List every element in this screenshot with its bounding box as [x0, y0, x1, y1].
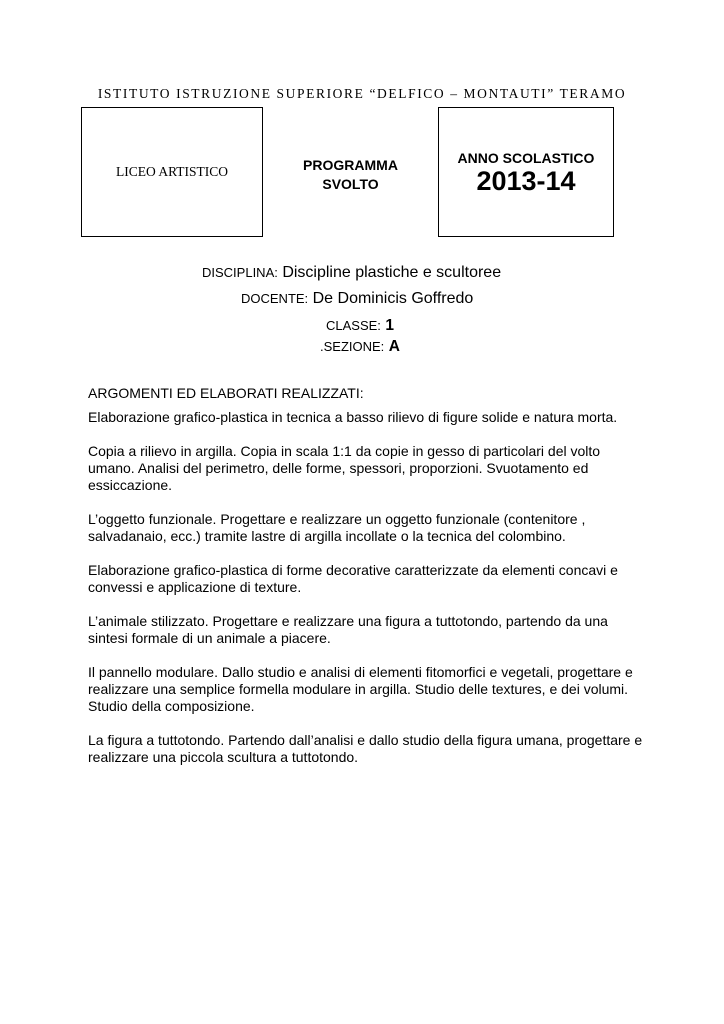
sezione-value: A: [388, 338, 400, 355]
school-year-box: [438, 107, 614, 237]
school-year-value: 2013-14: [476, 166, 576, 196]
program-title-line2: SVOLTO: [322, 176, 379, 192]
classe-row: [326, 317, 394, 335]
section-title: ARGOMENTI ED ELABORATI REALIZZATI:: [88, 385, 364, 401]
docente-label: DOCENTE:: [241, 291, 309, 306]
sezione-row: [320, 338, 400, 356]
disciplina-row: [202, 264, 501, 282]
topic-paragraph: L’oggetto funzionale. Progettare e realizzare un oggetto funzionale (contenitore , salvadanaio, ecc.) tramite lastre di argilla incollate o la tecnica del colombino.: [88, 511, 586, 544]
classe-value: 1: [385, 317, 394, 334]
topics-list: [88, 409, 648, 783]
school-box: [81, 107, 263, 237]
topic-paragraph: L’animale stilizzato. Progettare e realizzare una figura a tuttotondo, partendo da una sintesi formale di un animale a piacere.: [88, 613, 608, 646]
school-year-label: ANNO SCOLASTICO: [457, 150, 595, 166]
topic-paragraph: La figura a tuttotondo. Partendo dall’analisi e dallo studio della figura umana, progettare e realizzare una piccola scultura a tuttotondo.: [88, 732, 643, 765]
docente-row: [241, 290, 473, 308]
sezione-label: .SEZIONE:: [320, 339, 385, 354]
topic-paragraph: Copia a rilievo in argilla. Copia in scala 1:1 da copie in gesso di particolari del volto umano. Analisi del perimetro, delle forme, spessori, proporzioni. Svuotamento ed essiccazione.: [88, 443, 601, 493]
institute-header: ISTITUTO ISTRUZIONE SUPERIORE “DELFICO – MONTAUTI” TERAMO: [97, 86, 627, 101]
topic-paragraph: Elaborazione grafico-plastica di forme decorative caratterizzate da elementi concavi e convessi e applicazione di texture.: [88, 562, 618, 595]
classe-label: CLASSE:: [326, 318, 381, 333]
program-title: [263, 156, 438, 194]
docente-value: De Dominicis Goffredo: [312, 290, 474, 307]
topic-paragraph: Elaborazione grafico-plastica in tecnica a basso rilievo di figure solide e natura morta.: [88, 409, 618, 425]
disciplina-value: Discipline plastiche e scultoree: [282, 264, 502, 281]
program-title-line1: PROGRAMMA: [303, 157, 398, 173]
disciplina-label: DISCIPLINA:: [202, 265, 278, 280]
school-name: LICEO ARTISTICO: [115, 164, 229, 179]
topic-paragraph: Il pannello modulare. Dallo studio e analisi di elementi fitomorfici e vegetali, progettare e realizzare una semplice formella modulare in argilla. Studio delle textures, e dei volumi. Studio della composizione.: [88, 664, 633, 714]
